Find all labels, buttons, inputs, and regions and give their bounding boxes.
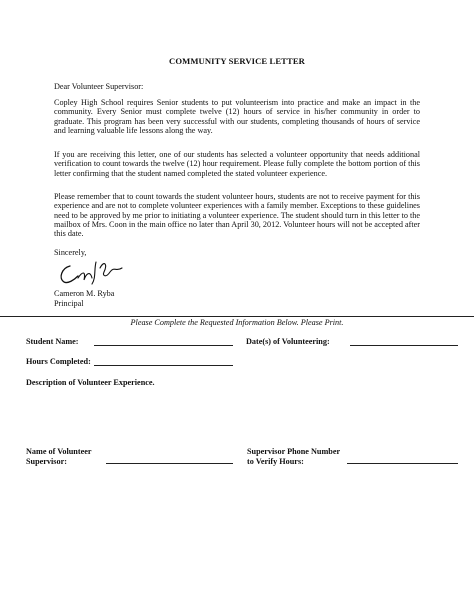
description-label: Description of Volunteer Experience. [26, 378, 155, 387]
supervisor-phone-field[interactable] [347, 463, 458, 464]
hours-field[interactable] [94, 365, 233, 366]
supervisor-phone-label-line2: to Verify Hours: [247, 456, 304, 466]
student-name-field[interactable] [94, 345, 233, 346]
paragraph-guidelines: Please remember that to count towards the student volunteer hours, students are not to receive payment for this experience and are not to complete volunteer experiences with a family member. Exceptions to these guidelines need to be approved by me prior to initiating a volunteer experience. The student should turn in this letter to the mailbox of Mrs. Coon in the main office no later than April 30, 2012. Volunteer hours will not be accepted after this date. [54, 192, 420, 239]
signer-name: Cameron M. Ryba [54, 289, 115, 298]
dates-field[interactable] [350, 345, 458, 346]
supervisor-name-label-line2: Supervisor: [26, 456, 67, 466]
student-name-label: Student Name: [26, 337, 79, 346]
form-instructions: Please Complete the Requested Information Below. Please Print. [130, 318, 344, 327]
supervisor-name-label-line1: Name of Volunteer [26, 447, 92, 456]
section-divider [0, 316, 474, 317]
paragraph-requirement: Copley High School requires Senior students to put volunteerism into practice and make an impact in the community. Every Senior must complete twelve (12) hours of service in his/her community in order to graduate. This program has been very successful with our students, completing thousands of hours of service and learning valuable life lessons along the way. [54, 98, 420, 135]
supervisor-phone-label [247, 447, 340, 466]
hours-label: Hours Completed: [26, 357, 91, 366]
salutation: Dear Volunteer Supervisor: [54, 82, 144, 91]
signature-image [56, 258, 126, 286]
supervisor-name-field[interactable] [106, 463, 233, 464]
supervisor-phone-label-line1: Supervisor Phone Number [247, 447, 341, 456]
dates-label: Date(s) of Volunteering: [246, 337, 330, 346]
paragraph-verification: If you are receiving this letter, one of our students has selected a volunteer opportunity that needs additional verification to count towards the twelve (12) hour requirement. Please fully complete the bottom portion of this letter confirming that the student named completed the stated volunteer experience. [54, 150, 420, 178]
signer-title: Principal [54, 299, 84, 308]
closing: Sincerely, [54, 248, 87, 257]
letter-title: COMMUNITY SERVICE LETTER [169, 56, 305, 66]
supervisor-name-label [26, 447, 92, 466]
